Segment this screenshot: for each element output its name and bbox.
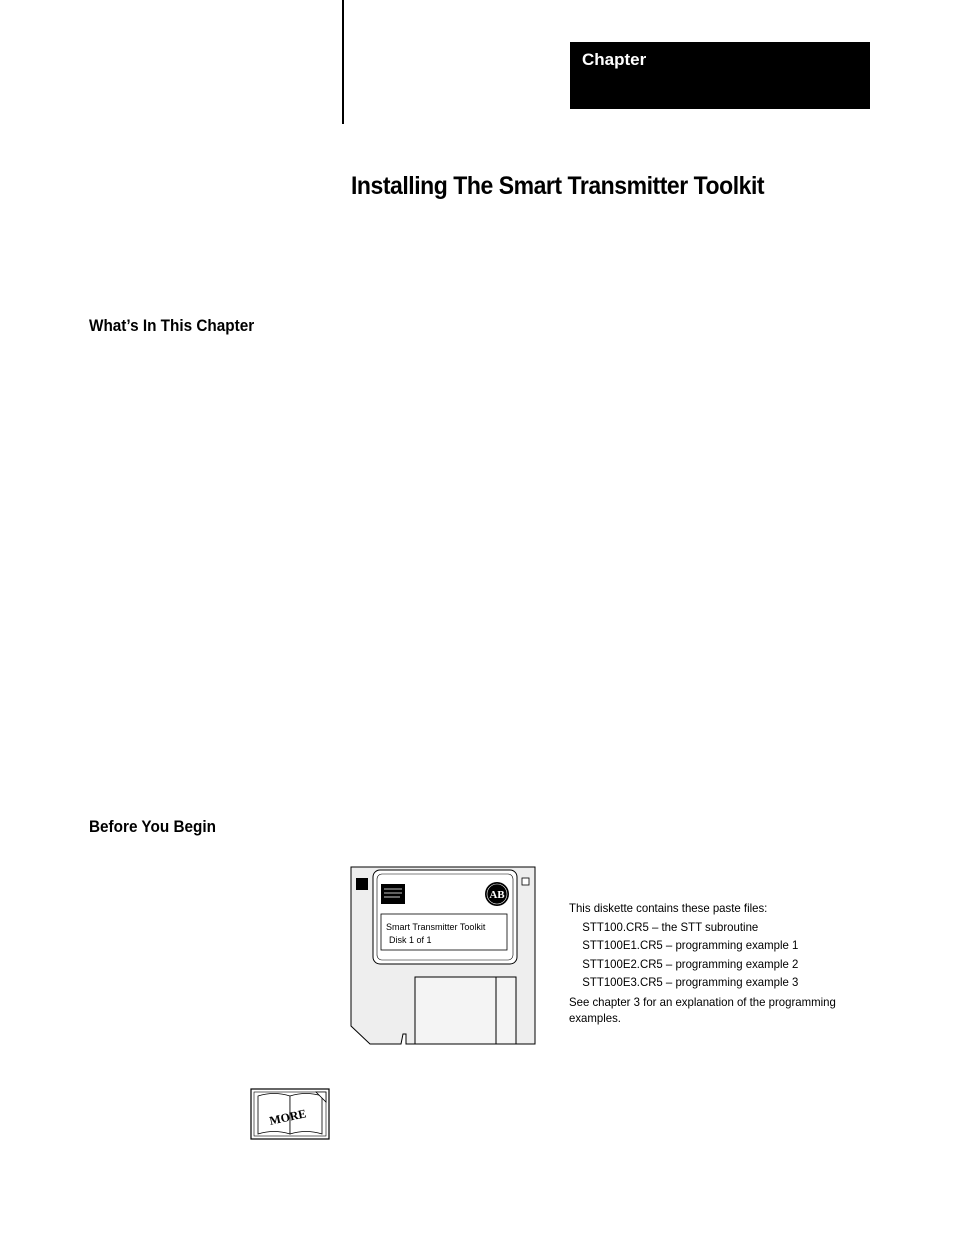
write-protect-square — [356, 878, 368, 890]
file-item: STT100E2.CR5 – programming example 2 — [582, 956, 799, 971]
section-heading-before-you-begin: Before You Begin — [89, 817, 216, 836]
more-book-icon — [250, 1088, 330, 1140]
ab-logo-icon — [485, 882, 509, 906]
file-item: STT100E3.CR5 – programming example 3 — [582, 975, 799, 989]
svg-text:AB: AB — [489, 889, 505, 901]
page-title: Installing The Smart Transmitter Toolkit — [351, 172, 765, 200]
section-heading-whats-in-this-chapter: What’s In This Chapter — [89, 316, 255, 335]
chapter-label: Chapter — [582, 50, 647, 69]
vertical-rule — [342, 0, 344, 124]
more-label: MORE — [268, 1106, 308, 1128]
file-list-text — [569, 899, 845, 1026]
chapter-tab — [570, 42, 870, 109]
diskette-shutter — [415, 977, 516, 1044]
density-hole — [522, 878, 529, 885]
diskette-illustration — [350, 866, 536, 1046]
diskette-label-line1: Smart Transmitter Toolkit — [386, 922, 486, 932]
label-mark-icon — [381, 884, 405, 904]
file-list-intro: This diskette contains these paste files: — [569, 901, 768, 915]
file-list-note: See chapter 3 for an explanation of the programming examples. — [569, 994, 836, 1025]
diskette-label-line2: Disk 1 of 1 — [389, 935, 432, 945]
file-item: STT100.CR5 – the STT subroutine — [582, 919, 759, 934]
file-item: STT100E1.CR5 – programming example 1 — [582, 938, 799, 952]
